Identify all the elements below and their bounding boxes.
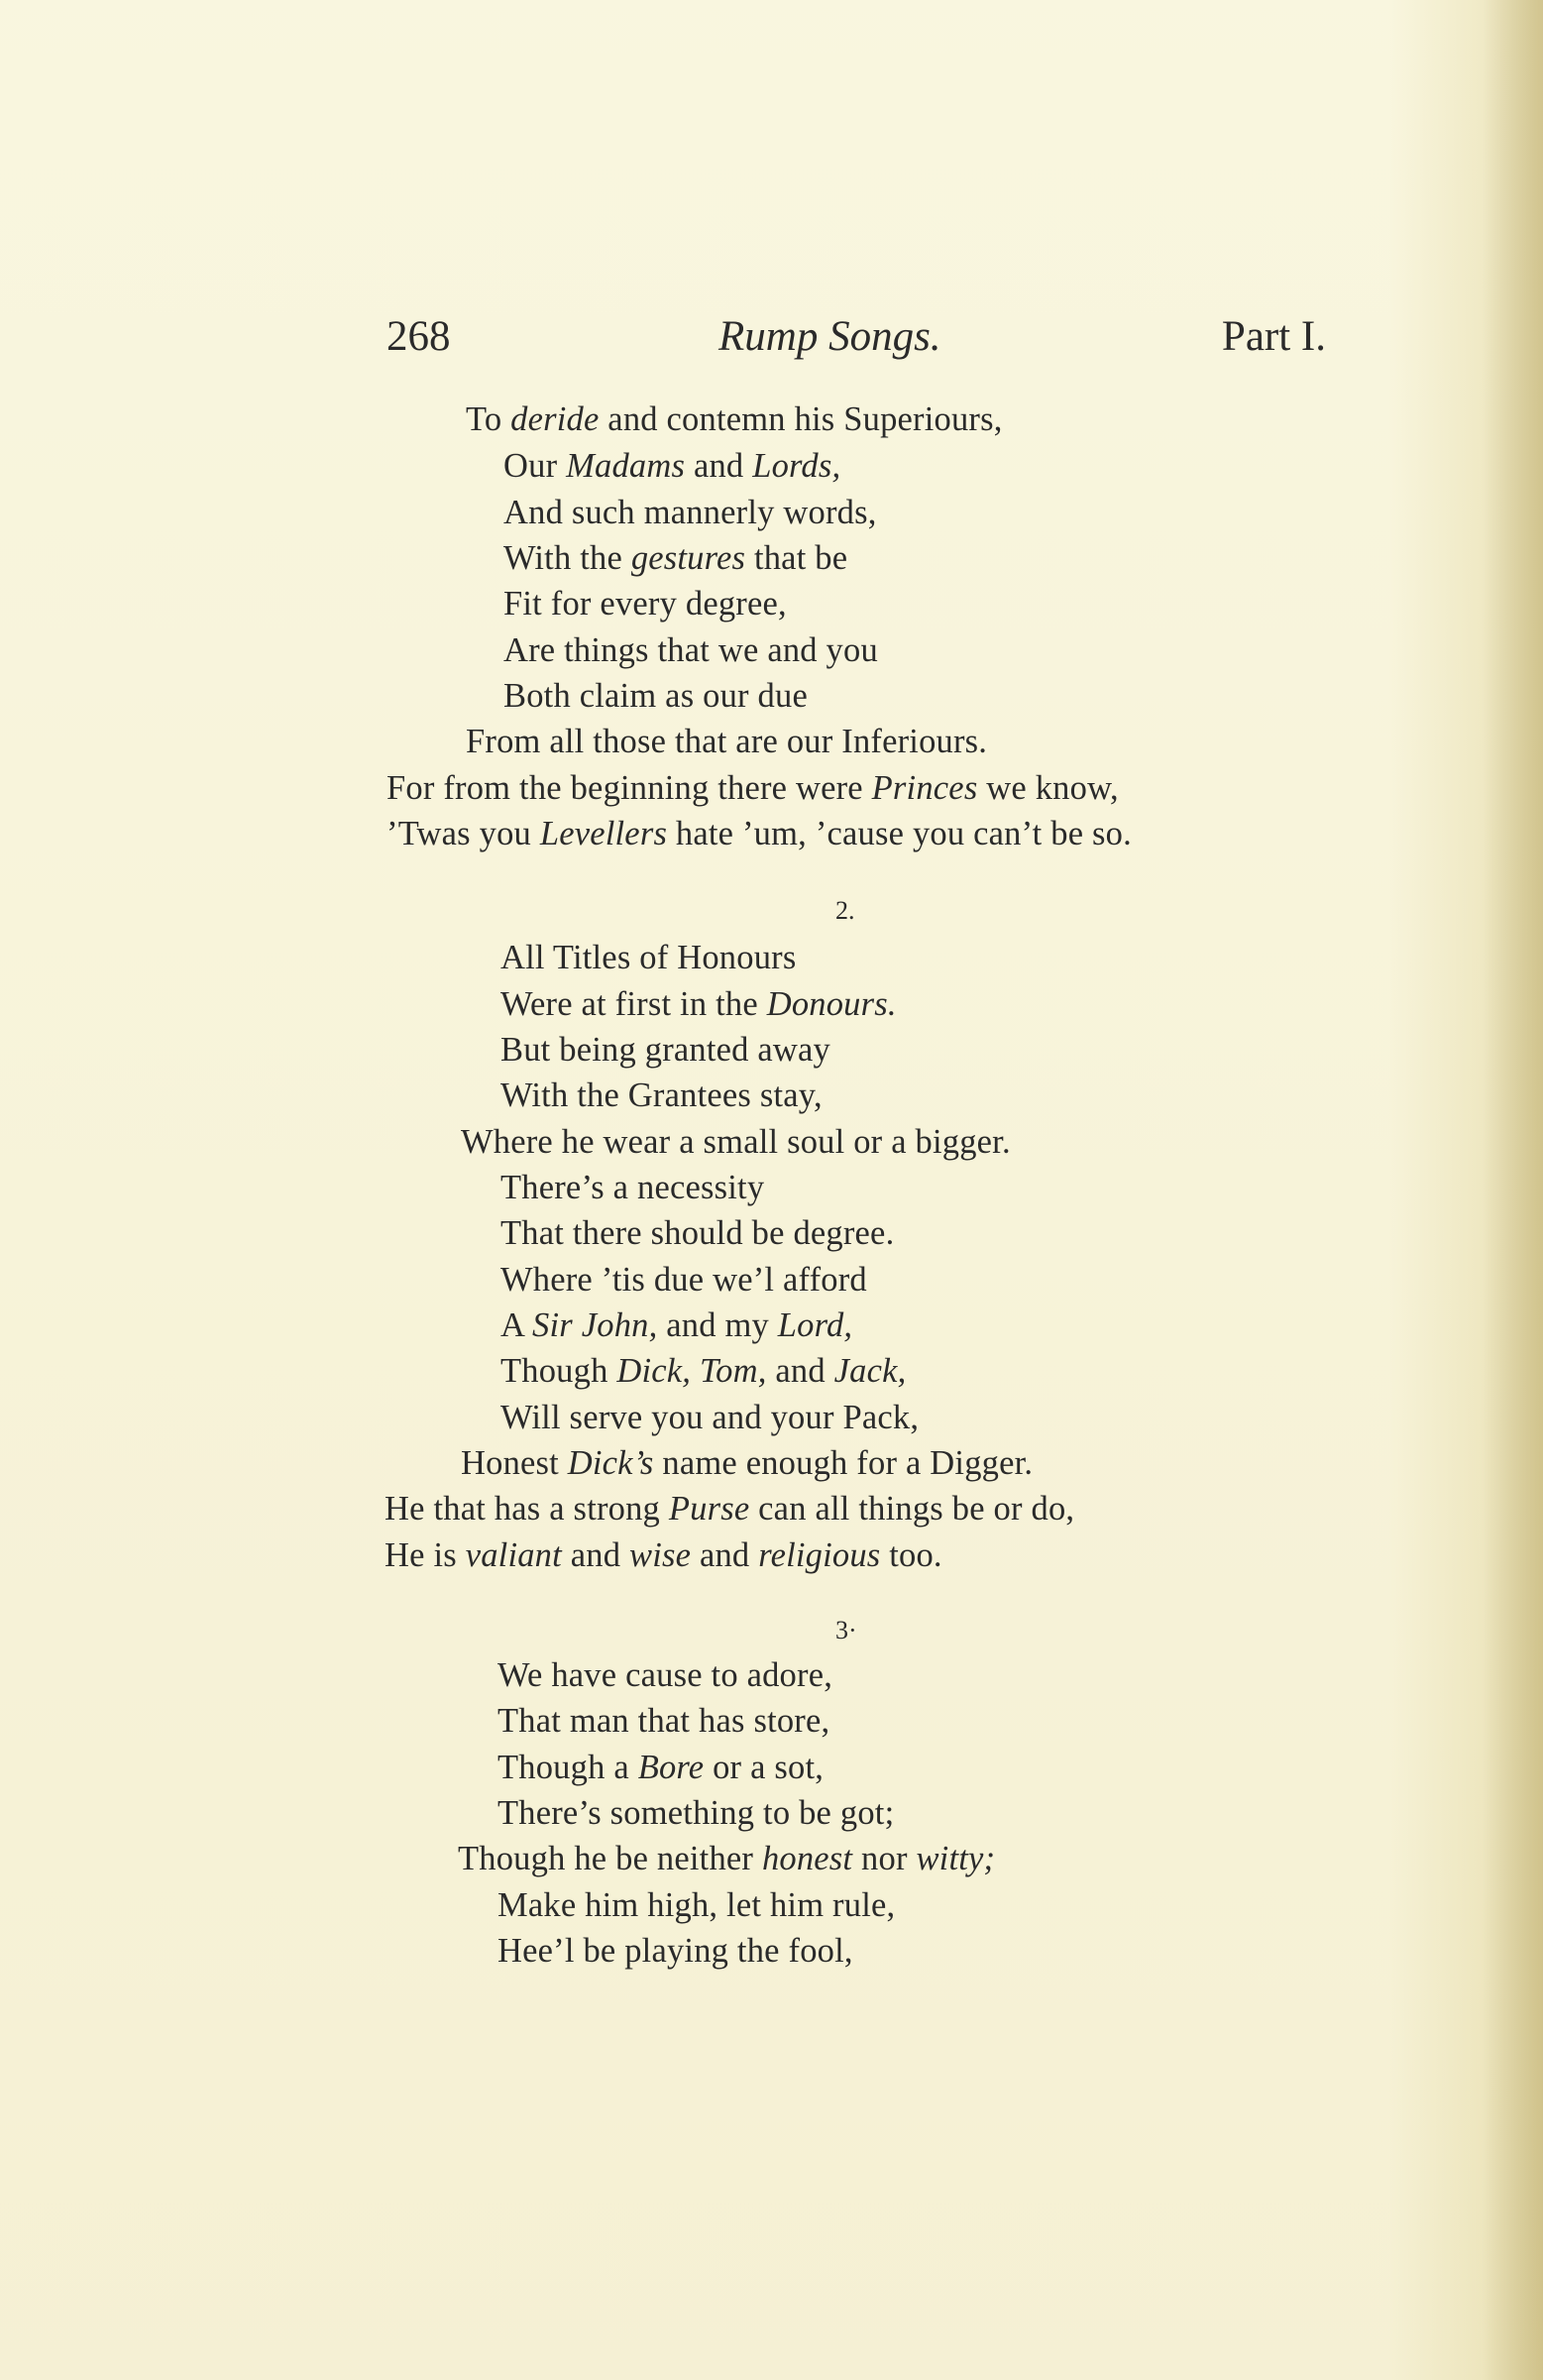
roman-text: With the [503,539,631,577]
roman-text: There’s something to be got; [497,1794,895,1832]
verse-line [497,1790,894,1836]
roman-text: name enough for a Digger. [653,1444,1034,1482]
verse-line [386,765,1119,811]
italic-text: Madams [566,447,686,485]
page-edge-shadow [1484,0,1543,2380]
roman-text: that be [745,539,848,577]
roman-text: He that has a strong [385,1490,669,1528]
italic-text: Dick, [616,1352,692,1390]
verse-line [500,1073,823,1118]
running-title: Rump Songs. [718,313,941,360]
roman-text: Will serve you and your Pack, [500,1399,920,1436]
verse-line [500,1348,906,1394]
verse-line [466,397,1003,442]
roman-text: hate ’um, ’cause you can’t be so. [667,815,1132,852]
verse-line [386,811,1132,856]
verse-line [500,1027,830,1073]
roman-text: nor [852,1840,917,1877]
italic-text: Princes [871,769,978,807]
roman-text: Are things that we and you [503,631,878,669]
roman-text: To [466,400,511,438]
roman-text: ’Twas you [386,815,540,852]
roman-text: There’s a necessity [500,1169,765,1206]
italic-text: valiant [465,1536,562,1574]
roman-text: Though he be neither [458,1840,762,1877]
italic-text: Bore [637,1749,705,1786]
roman-text: Make him high, let him rule, [497,1886,896,1924]
roman-text: can all things be or do, [749,1490,1075,1528]
roman-text: and [561,1536,629,1574]
stanza-number: 2. [835,896,855,925]
roman-text: Though a [497,1749,638,1786]
roman-text: Hee’l be playing the fool, [497,1932,853,1970]
roman-text: and [691,1536,759,1574]
italic-text: Lord, [777,1306,853,1344]
page-number: 268 [386,313,451,360]
roman-text: or a sot, [704,1749,825,1786]
verse-line [503,581,787,626]
roman-text: But being granted away [500,1031,831,1069]
verse-line [497,1698,829,1744]
verse-line [500,981,897,1027]
italic-text: gestures [630,539,746,577]
roman-text: Where ’tis due we’l afford [500,1261,867,1299]
italic-text: Levellers [539,815,668,852]
verse-line [458,1836,995,1881]
verse-line [497,1652,832,1698]
italic-text: Purse [668,1490,750,1528]
part-label: Part I. [1221,313,1326,360]
roman-text: That man that has store, [497,1702,830,1740]
italic-text: witty; [916,1840,996,1877]
roman-text: Honest [461,1444,568,1482]
roman-text: and [685,447,753,485]
roman-text: Were at first in the [500,985,767,1023]
verse-line [461,1119,1011,1165]
italic-text: wise [629,1536,692,1574]
roman-text: With the Grantees stay, [500,1077,823,1114]
roman-text: All Titles of Honours [500,939,797,976]
verse-line [497,1745,824,1790]
verse-line [385,1486,1074,1531]
verse-line [503,627,878,673]
roman-text: and my [657,1306,778,1344]
roman-text: Where he wear a small soul or a bigger. [461,1123,1011,1161]
roman-text: Fit for every degree, [503,585,787,623]
roman-text: and contemn his Superiours, [599,400,1003,438]
running-header [386,312,1326,372]
verse-line [500,1165,764,1210]
stanza-number: 3· [835,1616,857,1644]
italic-text: deride [510,400,600,438]
roman-text: we know, [977,769,1119,807]
italic-text: Donours. [766,985,897,1023]
roman-text: We have cause to adore, [497,1656,833,1694]
verse-line [497,1882,895,1928]
italic-text: Sir John, [532,1306,658,1344]
verse-line [503,490,877,535]
italic-text: Lords, [752,447,841,485]
verse-line [500,1395,919,1440]
roman-text: too. [880,1536,942,1574]
roman-text: Though [500,1352,617,1390]
roman-text: and [766,1352,834,1390]
roman-text [691,1352,700,1390]
verse-line [500,1257,867,1303]
roman-text: And such mannerly words, [503,494,877,531]
verse-line [503,673,808,719]
verse-line [461,1440,1033,1486]
italic-text: Tom, [699,1352,767,1390]
verse-line [503,535,847,581]
roman-text: For from the beginning there were [386,769,872,807]
verse-line [500,1210,894,1256]
italic-text: Dick’s [567,1444,654,1482]
verse-line [503,443,840,489]
italic-text: honest [761,1840,853,1877]
roman-text: That there should be degree. [500,1214,895,1252]
verse-line [385,1532,942,1578]
roman-text: A [500,1306,533,1344]
roman-text: From all those that are our Inferiours. [466,723,988,760]
italic-text: Jack, [833,1352,907,1390]
roman-text: Our [503,447,567,485]
verse-line [500,935,796,980]
roman-text: He is [385,1536,466,1574]
roman-text: Both claim as our due [503,677,808,715]
verse-line [500,1303,852,1348]
verse-line [466,719,987,764]
italic-text: religious [758,1536,881,1574]
verse-line [497,1928,853,1974]
